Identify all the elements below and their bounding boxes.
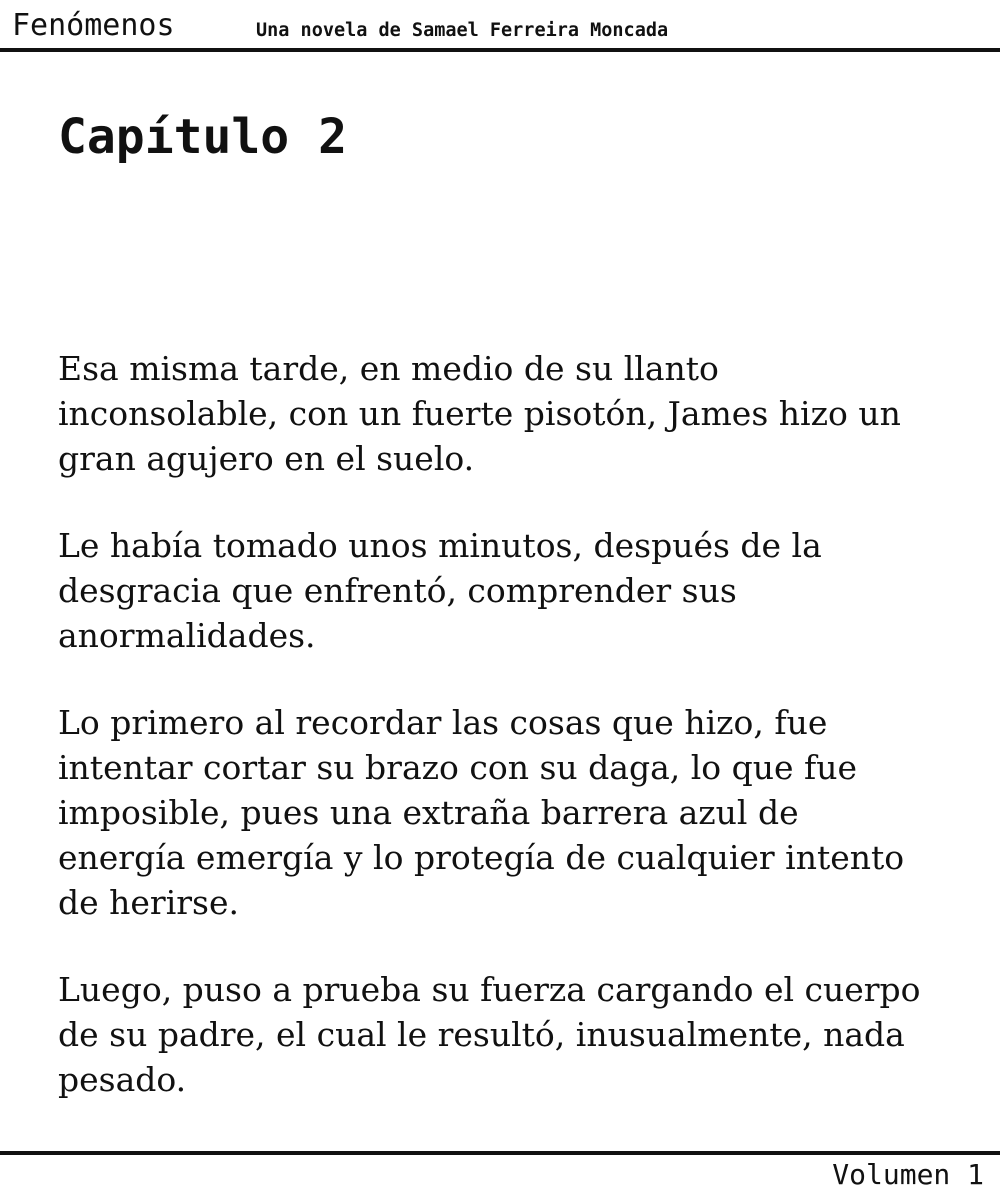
chapter-title: Capítulo 2 <box>58 109 347 166</box>
volume-label: Volumen 1 <box>832 1158 984 1191</box>
chapter-body <box>58 346 968 1144</box>
page-header <box>0 0 1000 52</box>
book-subtitle: Una novela de Samael Ferreira Moncada <box>256 20 669 41</box>
paragraph-1: Esa misma tarde, en medio de su llanto inconsolable, con un fuerte pisotón, James hizo un gran agujero en el suelo. <box>58 349 901 478</box>
book-title: Fenómenos <box>12 8 175 43</box>
footer-divider <box>0 1151 1000 1155</box>
paragraph-4: Luego, puso a prueba su fuerza cargando el cuerpo de su padre, el cual le resultó, inusualmente, nada pesado. <box>58 970 921 1099</box>
paragraph-2: Le había tomado unos minutos, después de la desgracia que enfrentó, comprender sus anormalidades. <box>58 526 822 655</box>
paragraph-3: Lo primero al recordar las cosas que hizo, fue intentar cortar su brazo con su daga, lo que fue imposible, pues una extraña barrera azul de energía emergía y lo protegía de cualquier intento de herirse. <box>58 703 905 922</box>
